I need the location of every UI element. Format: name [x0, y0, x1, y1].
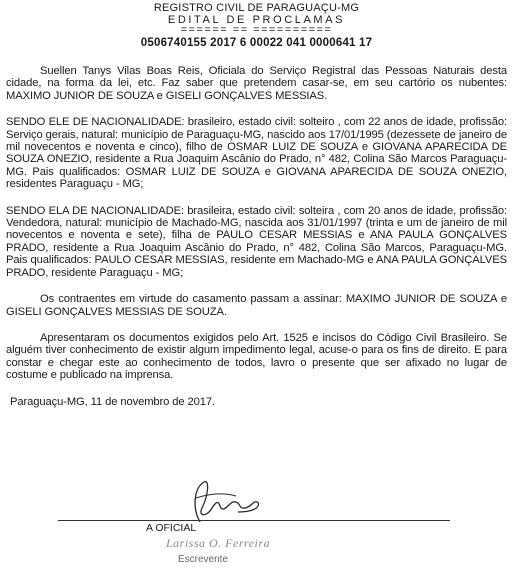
bride-paragraph: SENDO ELA DE NACIONALIDADE: brasileira, estado civil: solteira , com 20 anos de idade, profissão: Vendedora, natural: município de Machado-MG, nascida aos 31/01/1997 (trinta e um de janeiro de mil novecentos e noventa e sete), filha de PAULO CESAR MESSIAS e ANA PAULA GONÇALVES PRADO, residente a Rua Joaquim Ascânio do Prado, n° 482, Colina São Marcos, Paraguaçu-MG. Pais qualificados: PAULO CESAR MESSIAS, residente em Machado-MG e ANA PAULA GONÇALVES PRADO, residente Paraguaçu - MG; [6, 204, 507, 279]
groom-paragraph: SENDO ELE DE NACIONALIDADE: brasileiro, estado civil: solteiro , com 22 anos de idade, profissão: Serviço gerais, natural: município de Paraguaçu-MG, nascido aos 17/01/1995 (dezessete de janeiro de mil novecentos e noventa e cinco), filho de OSMAR LUIZ DE SOUZA e GIOVANA APARECIDA DE SOUZA ONEZIO, residente a Rua Joaquim Ascânio do Prado, n° 482, Colina São Marcos Paraguaçu-MG. Pais qualificados: OSMAR LUIZ DE SOUZA e GIOVANA APARECIDA DE SOUZA ONEZIO, residentes Paraguaçu - MG; [6, 116, 507, 191]
document-body [6, 65, 507, 408]
signature-block [0, 478, 513, 570]
documents-paragraph: Apresentaram os documentos exigidos pelo Art. 1525 e incisos do Código Civil Brasileiro. Se alguém tiver conhecimento de existir algum impedimento legal, acuse-o para os fins de direito. E para constar e chegar este ao conhecimento de todos, lavro o presente que ser afixado no lugar de costume e publicado na imprensa. [6, 331, 507, 382]
signature-line [58, 520, 450, 521]
intro-paragraph: Suellen Tanys Vilas Boas Reis, Oficiala do Serviço Registral das Pessoas Naturais desta cidade, na forma da lei, etc. Faz saber que pretendem casar-se, em seu cartório os nubentes: MAXIMO JUNIOR DE SOUZA e GISELI GONÇALVES MESSIAS. [6, 65, 507, 102]
date-line: Paraguaçu-MG, 11 de novembro de 2017. [10, 395, 216, 408]
names-paragraph: Os contraentes em virtude do casamento passam a assinar: MAXIMO JUNIOR DE SOUZA e GISELI GONÇALVES MESSIAS DE SOUZA. [6, 293, 507, 318]
registry-name: REGISTRO CIVIL DE PARAGUAÇU-MG [153, 2, 360, 14]
title-underline: ====== == ========== [180, 24, 333, 36]
stamp-role: Escrevente [178, 554, 229, 565]
stamp-name: Larissa O. Ferreira [166, 536, 271, 550]
signature-label: A OFICIAL [146, 522, 197, 534]
document-header [6, 2, 507, 49]
document-title: EDITAL DE PROCLAMAS [167, 14, 346, 26]
document-number: 0506740155 2017 6 00022 041 0000641 17 [140, 37, 373, 49]
